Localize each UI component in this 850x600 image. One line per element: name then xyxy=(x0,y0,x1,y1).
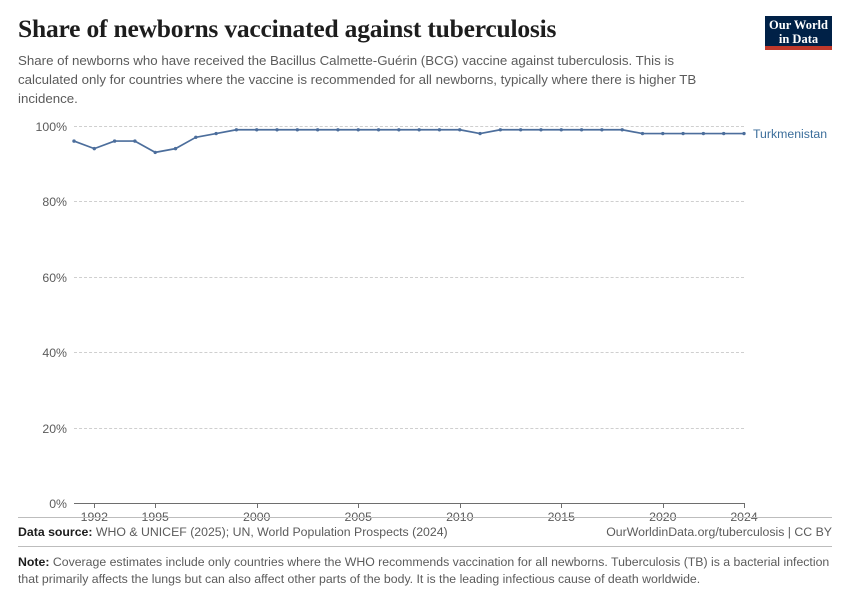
series-point xyxy=(661,132,664,135)
x-axis-tick xyxy=(155,503,156,508)
gridline xyxy=(35,120,744,134)
series-point xyxy=(681,132,684,135)
series-point xyxy=(255,128,258,131)
series-label[interactable]: Turkmenistan xyxy=(753,126,828,141)
series-point xyxy=(438,128,441,131)
footer-divider-bottom xyxy=(18,546,832,547)
note-value: Coverage estimates include only countries where the WHO recommends vaccination for all newborns. Tuberculosis (TB) is a bacterial infection that primarily affects the lungs but can also affect other parts of the body. It is the leading infectious cause of death worldwide. xyxy=(18,555,830,587)
page-title: Share of newborns vaccinated against tuberculosis xyxy=(18,14,557,43)
gridline xyxy=(42,421,744,436)
note-label: Note: xyxy=(18,555,50,570)
chart-note xyxy=(18,554,832,588)
data-source xyxy=(18,525,448,539)
series-point xyxy=(194,136,197,139)
series-point xyxy=(641,132,644,135)
series-point xyxy=(296,128,299,131)
x-axis-tick-label: 1995 xyxy=(141,510,169,524)
footer-source-row xyxy=(18,525,832,539)
series-point xyxy=(275,128,278,131)
x-axis-tick xyxy=(460,503,461,508)
y-axis-tick-label: 60% xyxy=(42,270,67,285)
gridline xyxy=(42,195,744,210)
series-point xyxy=(377,128,380,131)
series-point xyxy=(154,151,157,154)
series-point xyxy=(336,128,339,131)
x-axis-tick-label: 2005 xyxy=(344,510,372,524)
series-point xyxy=(93,147,96,150)
series-point xyxy=(499,128,502,131)
y-axis-tick-label: 20% xyxy=(42,421,67,436)
series-point xyxy=(620,128,623,131)
series-point xyxy=(113,139,116,142)
y-axis-tick-label: 80% xyxy=(42,195,67,210)
series-point xyxy=(600,128,603,131)
series-point xyxy=(174,147,177,150)
chart-subtitle: Share of newborns who have received the Bacillus Calmette-Guérin (BCG) vaccine against tuberculosis. This is calculated only for countries where the vaccine is recommended for all newborns, typically where there is higher TB incidence. xyxy=(18,53,697,106)
line-series-svg xyxy=(74,126,744,503)
x-axis-tick xyxy=(744,503,745,508)
x-axis-tick-label: 2010 xyxy=(446,510,474,524)
x-axis-tick-label: 2020 xyxy=(649,510,677,524)
x-axis-tick xyxy=(358,503,359,508)
series-point xyxy=(702,132,705,135)
owid-logo-line1: Our World xyxy=(769,18,828,32)
series-point xyxy=(316,128,319,131)
series-point xyxy=(397,128,400,131)
x-axis-tick-label: 2000 xyxy=(243,510,271,524)
x-axis-tick xyxy=(663,503,664,508)
footer-divider-top xyxy=(18,517,832,518)
gridline xyxy=(42,270,744,285)
chart-footer xyxy=(18,517,832,588)
data-source-value: WHO & UNICEF (2025); UN, World Population Prospects (2024) xyxy=(95,525,448,540)
x-axis-tick xyxy=(94,503,95,508)
plot-region[interactable] xyxy=(35,120,744,511)
series-point xyxy=(72,139,75,142)
series-point xyxy=(235,128,238,131)
series-point xyxy=(722,132,725,135)
series-point xyxy=(357,128,360,131)
data-source-label: Data source: xyxy=(18,525,93,540)
series-point xyxy=(539,128,542,131)
y-axis-tick-label: 100% xyxy=(35,120,67,134)
x-axis-tick-label: 2024 xyxy=(730,510,758,524)
series-point xyxy=(478,132,481,135)
owid-link[interactable]: OurWorldinData.org/tuberculosis | CC BY xyxy=(606,525,832,540)
x-axis-tick-label: 2015 xyxy=(547,510,575,524)
y-axis-tick-label: 0% xyxy=(49,497,67,511)
series-point xyxy=(458,128,461,131)
x-axis-tick-label: 1992 xyxy=(80,510,108,524)
chart-header xyxy=(18,14,832,109)
x-axis-tick xyxy=(561,503,562,508)
owid-logo-line2: in Data xyxy=(778,31,819,46)
series-point xyxy=(519,128,522,131)
series-point xyxy=(133,139,136,142)
series-point xyxy=(214,132,217,135)
owid-logo[interactable] xyxy=(765,16,832,50)
gridline xyxy=(42,346,744,361)
y-axis-tick-label: 40% xyxy=(42,346,67,361)
series-point xyxy=(560,128,563,131)
series-point xyxy=(742,132,745,135)
x-axis-tick xyxy=(257,503,258,508)
x-axis-line xyxy=(74,503,744,504)
series-point xyxy=(580,128,583,131)
chart-area xyxy=(18,118,832,524)
series-point xyxy=(417,128,420,131)
